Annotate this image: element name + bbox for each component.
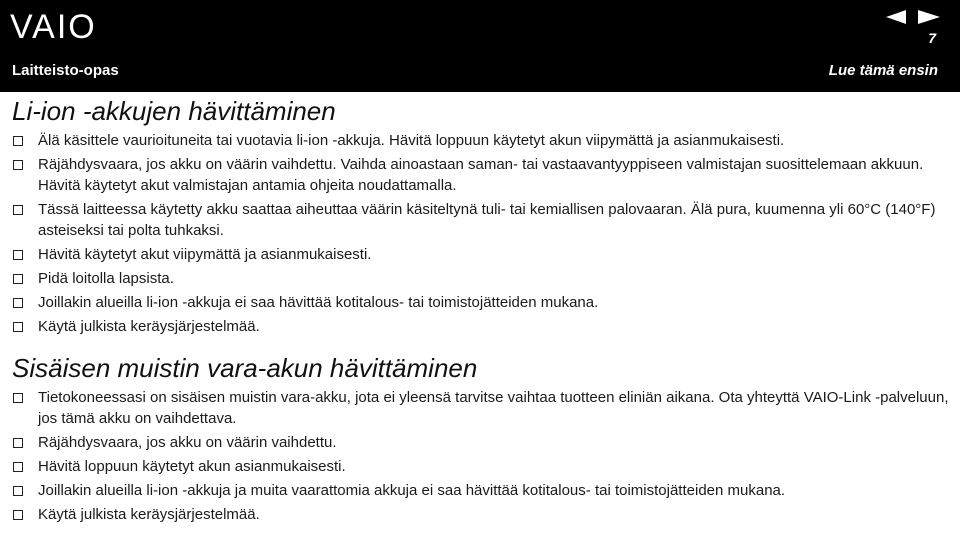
checkbox-bullet-icon	[13, 322, 23, 332]
section-title-li-ion-disposal: Li-ion -akkujen hävittäminen	[12, 96, 336, 126]
page-content	[12, 96, 952, 528]
list-item-text: Hävitä käytetyt akut viipymättä ja asianmukaisesti.	[38, 246, 372, 263]
page-header	[0, 0, 960, 92]
arrow-left-icon[interactable]	[886, 10, 906, 24]
list-item	[12, 456, 952, 477]
li-ion-disposal-list	[12, 130, 952, 337]
section-title-backup-battery-disposal: Sisäisen muistin vara-akun hävittäminen	[12, 353, 478, 383]
list-item	[12, 387, 952, 429]
checkbox-bullet-icon	[13, 274, 23, 284]
list-item	[12, 480, 952, 501]
list-item-text: Joillakin alueilla li-ion -akkuja ei saa hävittää kotitalous- tai toimistojätteiden mukana.	[38, 294, 599, 311]
list-item	[12, 244, 952, 265]
checkbox-bullet-icon	[13, 160, 23, 170]
list-item	[12, 268, 952, 289]
list-item	[12, 504, 952, 525]
vaio-logo-text: VAIO	[10, 10, 97, 42]
list-item-text: Räjähdysvaara, jos akku on väärin vaihdettu. Vaihda ainoastaan saman- tai vastaavantyyppiseen valmistajan suosittelemaan akkuun. Hävitä käytetyt akut valmistajan antamia ohjeita noudattamalla.	[38, 156, 924, 194]
list-item	[12, 154, 952, 196]
list-item-text: Räjähdysvaara, jos akku on väärin vaihdettu.	[38, 434, 337, 451]
list-item	[12, 292, 952, 313]
list-item-text: Älä käsittele vaurioituneita tai vuotavia li-ion -akkuja. Hävitä loppuun käytetyt akun viipymättä ja asianmukaisesti.	[38, 132, 785, 149]
list-item	[12, 130, 952, 151]
list-item	[12, 432, 952, 453]
list-item	[12, 199, 952, 241]
list-item-text: Joillakin alueilla li-ion -akkuja ja muita vaarattomia akkuja ei saa hävittää kotitalous- tai toimistojätteiden mukana.	[38, 482, 786, 499]
list-item-text: Pidä loitolla lapsista.	[38, 270, 174, 287]
checkbox-bullet-icon	[13, 486, 23, 496]
checkbox-bullet-icon	[13, 393, 23, 403]
list-item-text: Käytä julkista keräysjärjestelmää.	[38, 506, 260, 523]
vaio-logo	[10, 10, 122, 42]
checkbox-bullet-icon	[13, 462, 23, 472]
checkbox-bullet-icon	[13, 438, 23, 448]
list-item-text: Käytä julkista keräysjärjestelmää.	[38, 318, 260, 335]
checkbox-bullet-icon	[13, 510, 23, 520]
list-item	[12, 316, 952, 337]
list-item-text: Tietokoneessasi on sisäisen muistin vara-akku, jota ei yleensä tarvitse vaihtaa tuotteen eliniän aikana. Ota yhteyttä VAIO-Link -palveluun, jos tämä akku on vaihdettava.	[38, 389, 949, 427]
checkbox-bullet-icon	[13, 136, 23, 146]
checkbox-bullet-icon	[13, 205, 23, 215]
page-number: 7	[928, 30, 936, 46]
checkbox-bullet-icon	[13, 298, 23, 308]
backup-battery-disposal-list	[12, 387, 952, 525]
guide-title: Laitteisto-opas	[12, 62, 119, 79]
list-item-text: Hävitä loppuun käytetyt akun asianmukaisesti.	[38, 458, 346, 475]
checkbox-bullet-icon	[13, 250, 23, 260]
list-item-text: Tässä laitteessa käytetty akku saattaa aiheuttaa väärin käsiteltynä tuli- tai kemiallisen palovaaran. Älä pura, kuumenna yli 60°C (140°F) asteiseksi tai polta tuhkaksi.	[38, 201, 936, 239]
arrow-right-icon[interactable]	[918, 10, 940, 24]
read-first-link[interactable]: Lue tämä ensin	[828, 62, 938, 79]
